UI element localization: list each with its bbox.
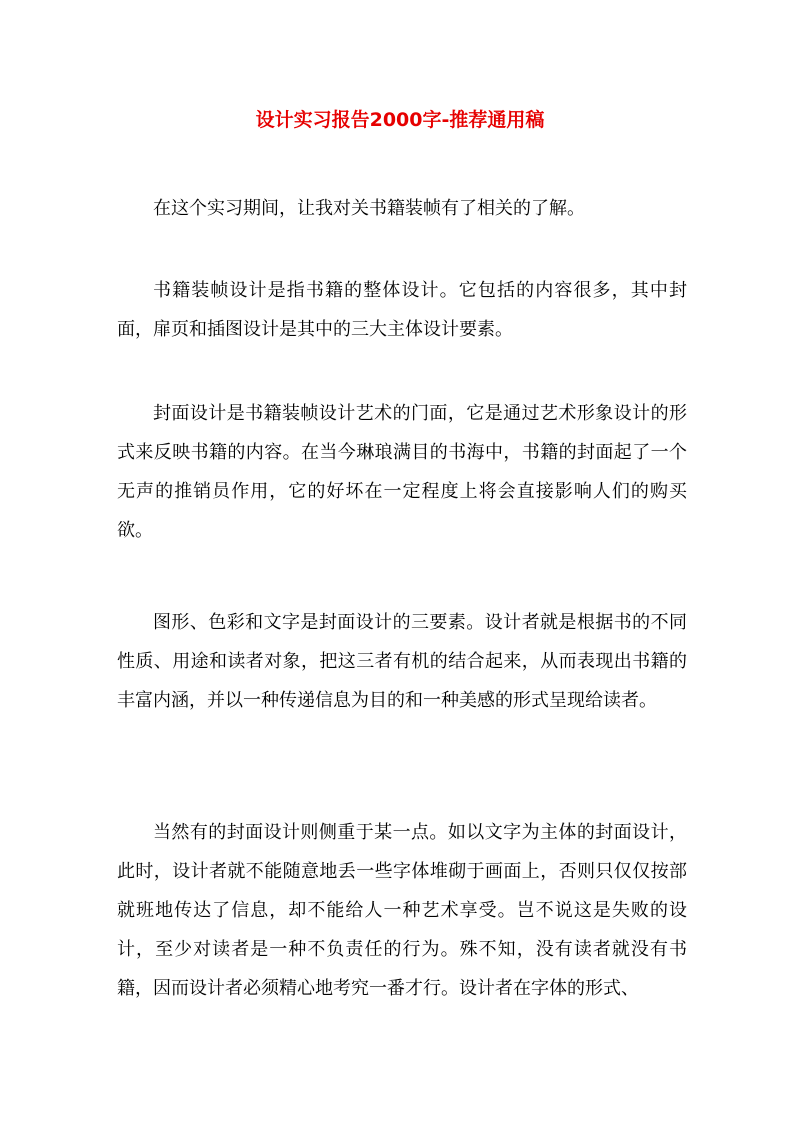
paragraph-2: 书籍装帧设计是指书籍的整体设计。它包括的内容很多，其中封面，扉页和插图设计是其中的三大主体设计要素。 xyxy=(117,280,687,340)
paragraph-4: 图形、色彩和文字是封面设计的三要素。设计者就是根据书的不同性质、用途和读者对象，把这三者有机的结合起来，从而表现出书籍的丰富内涵，并以一种传递信息为目的和一种美感的形式呈现给读者。 xyxy=(117,612,687,711)
paragraph-3: 封面设计是书籍装帧设计艺术的门面，它是通过艺术形象设计的形式来反映书籍的内容。在当今琳琅满目的书海中，书籍的封面起了一个无声的推销员作用，它的好坏在一定程度上将会直接影响人们的购买欲。 xyxy=(117,403,687,541)
paragraph-1: 在这个实习期间，让我对关书籍装帧有了相关的了解。 xyxy=(153,198,585,219)
paragraph-5: 当然有的封面设计则侧重于某一点。如以文字为主体的封面设计，此时，设计者就不能随意地丢一些字体堆砌于画面上，否则只仅仅按部就班地传达了信息，却不能给人一种艺术享受。岂不说这是失败的设计，至少对读者是一种不负责任的行为。殊不知，没有读者就没有书籍，因而设计者必须精心地考究一番才行。设计者在字体的形式、 xyxy=(117,822,687,999)
document-title: 设计实习报告2000字-推荐通用稿 xyxy=(255,109,545,131)
